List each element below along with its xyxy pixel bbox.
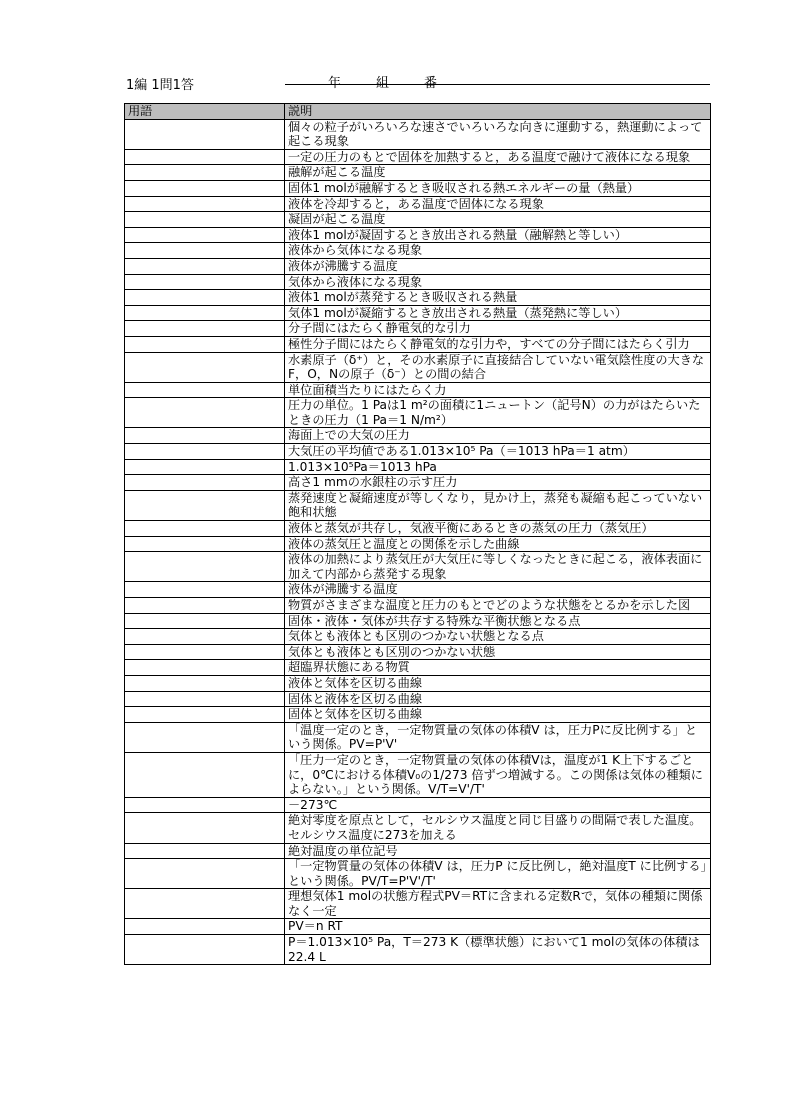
- table-row: [125, 613, 711, 629]
- term-answer-cell[interactable]: [125, 227, 285, 243]
- term-answer-cell[interactable]: [125, 305, 285, 321]
- table-row: [125, 305, 711, 321]
- term-answer-cell[interactable]: [125, 490, 285, 520]
- description-cell: 液体1 molが蒸発するとき吸収される熱量: [285, 290, 711, 306]
- table-row: [125, 274, 711, 290]
- term-answer-cell[interactable]: [125, 598, 285, 614]
- description-cell: 圧力の単位。1 Paは1 m²の面積に1ニュートン（記号N）の力がはたらいたときの圧力（1 Pa＝1 N/m²）: [285, 398, 711, 428]
- table-row: [125, 722, 711, 752]
- description-cell: 極性分子間にはたらく静電気的な引力や，すべての分子間にはたらく引力: [285, 336, 711, 352]
- term-column-header: 用語: [125, 104, 285, 120]
- table-row: [125, 935, 711, 965]
- table-row: [125, 582, 711, 598]
- description-cell: 海面上での大気の圧力: [285, 428, 711, 444]
- table-row: [125, 180, 711, 196]
- description-cell: 「一定物質量の気体の体積V は，圧力P に反比例し，絶対温度T に比例する」という関係。PV/T=P'V'/T': [285, 859, 711, 889]
- term-answer-cell[interactable]: [125, 644, 285, 660]
- description-cell: 水素原子（δ⁺）と，その水素原子に直接結合していない電気陰性度の大きなF，O，Nの原子（δ⁻）との間の結合: [285, 352, 711, 382]
- description-cell: 高さ1 mmの水銀柱の示す圧力: [285, 475, 711, 491]
- description-cell: 液体と気体を区切る曲線: [285, 675, 711, 691]
- description-column-header: 説明: [285, 104, 711, 120]
- table-row: [125, 644, 711, 660]
- description-cell: 大気圧の平均値である1.013×10⁵ Pa（＝1013 hPa＝1 atm）: [285, 444, 711, 460]
- term-answer-cell[interactable]: [125, 722, 285, 752]
- description-cell: 固体と気体を区切る曲線: [285, 707, 711, 723]
- description-cell: 気体から液体になる現象: [285, 274, 711, 290]
- table-row: [125, 149, 711, 165]
- table-header-row: [125, 104, 711, 120]
- term-answer-cell[interactable]: [125, 196, 285, 212]
- term-answer-cell[interactable]: [125, 274, 285, 290]
- term-answer-cell[interactable]: [125, 843, 285, 859]
- description-cell: 液体と蒸気が共存し，気液平衡にあるときの蒸気の圧力（蒸気圧）: [285, 521, 711, 537]
- table-row: [125, 475, 711, 491]
- description-cell: 液体が沸騰する温度: [285, 582, 711, 598]
- table-row: [125, 919, 711, 935]
- description-cell: 絶対零度を原点として，セルシウス温度と同じ目盛りの間隔で表した温度。セルシウス温度に273を加える: [285, 813, 711, 843]
- table-row: [125, 843, 711, 859]
- term-answer-cell[interactable]: [125, 459, 285, 475]
- table-row: [125, 707, 711, 723]
- term-answer-cell[interactable]: [125, 919, 285, 935]
- table-row: [125, 212, 711, 228]
- name-underline: [285, 84, 710, 85]
- description-cell: －273℃: [285, 797, 711, 813]
- term-answer-cell[interactable]: [125, 212, 285, 228]
- description-cell: 気体1 molが凝縮するとき放出される熱量（蒸発熱に等しい）: [285, 305, 711, 321]
- term-answer-cell[interactable]: [125, 398, 285, 428]
- term-answer-cell[interactable]: [125, 859, 285, 889]
- table-row: [125, 889, 711, 919]
- year-label: 年: [328, 76, 342, 91]
- description-cell: 気体とも液体とも区別のつかない状態となる点: [285, 629, 711, 645]
- term-answer-cell[interactable]: [125, 336, 285, 352]
- description-cell: 液体の蒸気圧と温度との関係を示した曲線: [285, 536, 711, 552]
- table-row: [125, 227, 711, 243]
- description-cell: 固体・液体・気体が共存する特殊な平衡状態となる点: [285, 613, 711, 629]
- term-answer-cell[interactable]: [125, 119, 285, 149]
- table-row: [125, 352, 711, 382]
- term-answer-cell[interactable]: [125, 629, 285, 645]
- term-answer-cell[interactable]: [125, 613, 285, 629]
- table-row: [125, 382, 711, 398]
- description-cell: 液体を冷却すると，ある温度で固体になる現象: [285, 196, 711, 212]
- description-cell: 物質がさまざまな温度と圧力のもとでどのような状態をとるかを示した図: [285, 598, 711, 614]
- term-answer-cell[interactable]: [125, 258, 285, 274]
- table-row: [125, 691, 711, 707]
- table-row: [125, 598, 711, 614]
- term-answer-cell[interactable]: [125, 444, 285, 460]
- number-label: 番: [424, 76, 438, 91]
- term-answer-cell[interactable]: [125, 707, 285, 723]
- description-cell: 1.013×10⁵Pa＝1013 hPa: [285, 459, 711, 475]
- term-answer-cell[interactable]: [125, 180, 285, 196]
- description-cell: 液体が沸騰する温度: [285, 258, 711, 274]
- term-answer-cell[interactable]: [125, 797, 285, 813]
- term-answer-cell[interactable]: [125, 475, 285, 491]
- description-cell: 超臨界状態にある物質: [285, 660, 711, 676]
- description-cell: 液体の加熱により蒸気圧が大気圧に等しくなったときに起こる，液体表面に加えて内部から蒸発する現象: [285, 552, 711, 582]
- table-row: [125, 675, 711, 691]
- table-row: [125, 660, 711, 676]
- table-row: [125, 521, 711, 537]
- section-label: 1編 1問1答: [126, 78, 194, 93]
- description-cell: 「圧力一定のとき，一定物質量の気体の体積Vは，温度が1 K上下するごとに，0℃における体積V₀の1/273 倍ずつ増減する。この関係は気体の種類によらない。」という関係。V/T=V'/T': [285, 752, 711, 797]
- description-cell: 固体1 molが融解するとき吸収される熱エネルギーの量（熱量）: [285, 180, 711, 196]
- glossary-table: [124, 103, 711, 965]
- table-row: [125, 398, 711, 428]
- table-row: [125, 336, 711, 352]
- table-row: [125, 428, 711, 444]
- table-row: [125, 321, 711, 337]
- table-row: [125, 444, 711, 460]
- description-cell: 分子間にはたらく静電気的な引力: [285, 321, 711, 337]
- description-cell: 固体と液体を区切る曲線: [285, 691, 711, 707]
- term-answer-cell[interactable]: [125, 660, 285, 676]
- term-answer-cell[interactable]: [125, 149, 285, 165]
- table-body: [125, 119, 711, 965]
- description-cell: 気体とも液体とも区別のつかない状態: [285, 644, 711, 660]
- term-answer-cell[interactable]: [125, 935, 285, 965]
- table-row: [125, 490, 711, 520]
- term-answer-cell[interactable]: [125, 752, 285, 797]
- table-row: [125, 629, 711, 645]
- table-row: [125, 813, 711, 843]
- table-row: [125, 752, 711, 797]
- description-cell: 液体から気体になる現象: [285, 243, 711, 259]
- table-row: [125, 196, 711, 212]
- term-answer-cell[interactable]: [125, 243, 285, 259]
- class-label: 組: [376, 76, 390, 91]
- term-answer-cell[interactable]: [125, 165, 285, 181]
- description-cell: 凝固が起こる温度: [285, 212, 711, 228]
- table-row: [125, 859, 711, 889]
- description-cell: 融解が起こる温度: [285, 165, 711, 181]
- description-cell: 蒸発速度と凝縮速度が等しくなり，見かけ上，蒸発も凝縮も起こっていない飽和状態: [285, 490, 711, 520]
- term-answer-cell[interactable]: [125, 521, 285, 537]
- description-cell: 「温度一定のとき，一定物質量の気体の体積V は，圧力Pに反比例する」という関係。PV=P'V': [285, 722, 711, 752]
- term-answer-cell[interactable]: [125, 552, 285, 582]
- table-row: [125, 258, 711, 274]
- table-row: [125, 552, 711, 582]
- description-cell: 単位面積当たりにはたらく力: [285, 382, 711, 398]
- term-answer-cell[interactable]: [125, 536, 285, 552]
- table-row: [125, 290, 711, 306]
- table-row: [125, 536, 711, 552]
- term-answer-cell[interactable]: [125, 582, 285, 598]
- term-answer-cell[interactable]: [125, 352, 285, 382]
- description-cell: 一定の圧力のもとで固体を加熱すると，ある温度で融けて液体になる現象: [285, 149, 711, 165]
- description-cell: 理想気体1 molの状態方程式PV＝RTに含まれる定数Rで，気体の種類に関係なく一定: [285, 889, 711, 919]
- description-cell: 個々の粒子がいろいろな速さでいろいろな向きに運動する，熱運動によって起こる現象: [285, 119, 711, 149]
- table-row: [125, 119, 711, 149]
- table-row: [125, 165, 711, 181]
- term-answer-cell[interactable]: [125, 813, 285, 843]
- description-cell: P＝1.013×10⁵ Pa，T＝273 K（標準状態）において1 molの気体の体積は22.4 L: [285, 935, 711, 965]
- term-answer-cell[interactable]: [125, 321, 285, 337]
- description-cell: 液体1 molが凝固するとき放出される熱量（融解熱と等しい）: [285, 227, 711, 243]
- table-row: [125, 459, 711, 475]
- term-answer-cell[interactable]: [125, 675, 285, 691]
- term-answer-cell[interactable]: [125, 290, 285, 306]
- term-answer-cell[interactable]: [125, 691, 285, 707]
- description-cell: PV＝n RT: [285, 919, 711, 935]
- term-answer-cell[interactable]: [125, 428, 285, 444]
- term-answer-cell[interactable]: [125, 889, 285, 919]
- term-answer-cell[interactable]: [125, 382, 285, 398]
- table-row: [125, 797, 711, 813]
- description-cell: 絶対温度の単位記号: [285, 843, 711, 859]
- table-row: [125, 243, 711, 259]
